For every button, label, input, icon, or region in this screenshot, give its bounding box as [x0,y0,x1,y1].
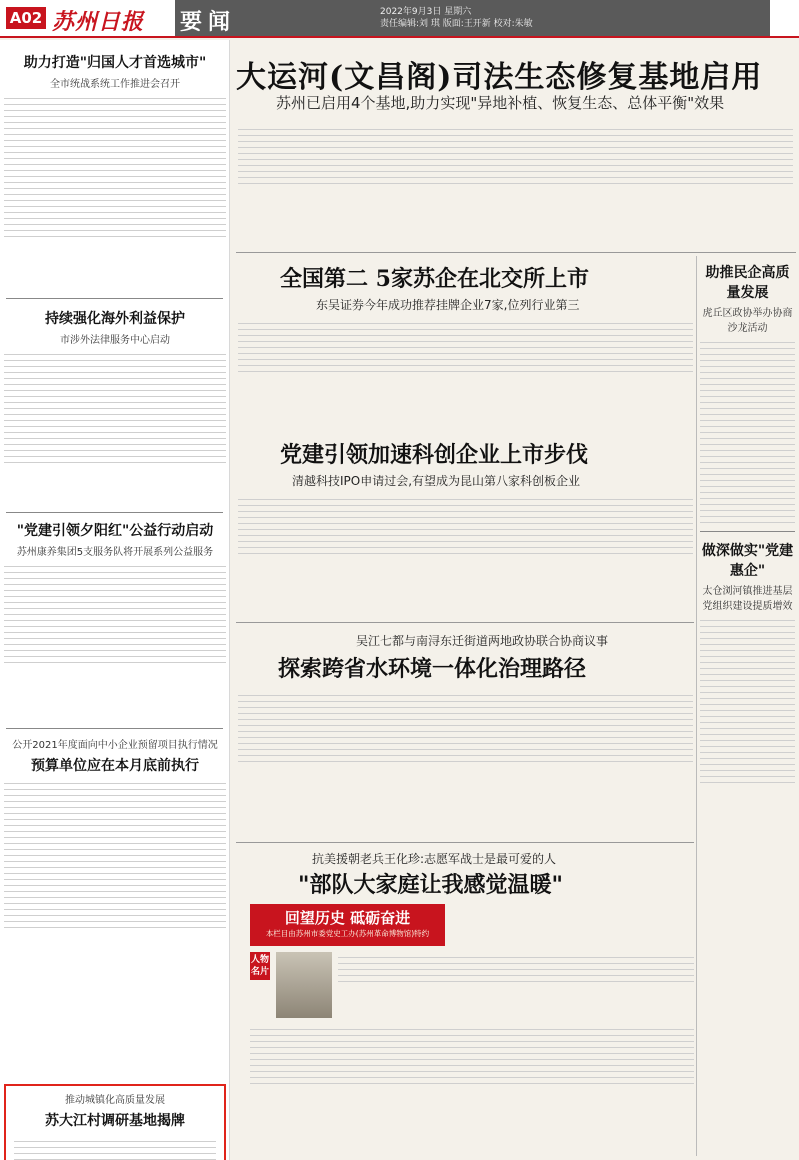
article-kicker: 公开2021年度面向中小企业预留项目执行情况 [12,740,218,751]
article-subtitle: 苏州康养集团5支服务队将开展系列公益服务 [16,547,214,558]
article-overseas[interactable] [4,308,226,468]
article-title: 助力打造"归国人才首选城市" [23,55,207,71]
article-subtitle: 太仓浏河镇推进基层党组织建设提质增效 [702,586,793,612]
history-column-banner [250,904,445,946]
lead-subhead: 苏州已启用4个基地,助力实现"异地补植、恢复生态、总体平衡"效果 [276,94,725,112]
page-number: A02 [6,7,46,29]
article-private-enterprise[interactable] [700,262,795,523]
article-body [4,354,226,463]
right-column [700,262,795,788]
article-subtitle: 市涉外法律服务中心启动 [60,335,170,346]
history-column-sponsor: 本栏目由苏州市委党史工办(苏州革命博物馆)特约 [265,929,430,938]
divider [6,512,223,513]
article-body [700,342,795,523]
editor-line: 责任编辑:刘 琪 版面:王开新 校对:朱敏 [380,19,533,29]
article-budget[interactable] [4,736,226,933]
article-body [700,620,795,783]
divider [236,622,694,623]
ipo-subhead: 清越科技IPO申请过会,有望成为昆山第八家科创板企业 [292,474,581,488]
lead-headline[interactable]: 大运河(文昌阁)司法生态修复基地启用 [236,60,763,95]
divider [6,728,223,729]
article-body [4,566,226,663]
divider [6,298,223,299]
water-headline[interactable]: 探索跨省水环境一体化治理路径 [278,656,587,682]
divider [700,531,795,532]
bse-article-body [238,318,693,428]
history-column-title: 回望历史 砥砺奋进 [284,909,411,927]
divider [236,252,796,253]
lead-article-body [238,124,793,244]
article-title: 苏大江村调研基地揭牌 [45,1113,185,1129]
article-subtitle: 全市统战系统工作推进会召开 [50,79,180,90]
veteran-profile-text [338,952,694,1018]
ipo-headline[interactable]: 党建引领加速科创企业上市步伐 [280,442,589,468]
veteran-kicker: 抗美援朝老兵王化珍:志愿军战士是最可爱的人 [312,852,557,866]
article-title: "党建引领夕阳红"公益行动启动 [16,523,214,539]
article-body [4,783,226,928]
water-article-body [238,690,693,840]
article-subtitle: 虎丘区政协举办协商沙龙活动 [702,308,793,334]
article-title: 预算单位应在本月底前执行 [31,758,199,774]
ipo-article-body [238,494,693,614]
article-title: 做深做实"党建惠企" [701,543,794,579]
article-body [6,1130,224,1160]
divider [236,842,694,843]
featured-article-jiangcun[interactable] [4,1084,226,1160]
article-elderly[interactable] [4,520,226,668]
issue-meta [380,6,533,30]
bse-subhead: 东吴证券今年成功推荐挂牌企业7家,位列行业第三 [316,298,580,312]
article-body [4,98,226,237]
column-divider [696,256,697,1156]
article-talent[interactable] [4,52,226,242]
paper-logo: 苏州日报 [52,9,145,35]
left-column [0,40,230,1160]
masthead [0,0,799,38]
article-title: 持续强化海外利益保护 [45,311,185,327]
veteran-article-body [250,1024,694,1154]
section-title: 要闻 [180,10,237,35]
bse-headline[interactable]: 全国第二 5家苏企在北交所上市 [280,266,589,292]
article-party-building[interactable] [700,540,795,783]
profile-tag: 人物名片 [250,952,270,980]
article-kicker: 推动城镇化高质量发展 [65,1095,165,1106]
veteran-portrait [276,952,332,1018]
veteran-headline[interactable]: "部队大家庭让我感觉温暖" [298,872,563,898]
water-kicker: 吴江七都与南浔东迁街道两地政协联合协商议事 [356,634,609,648]
article-title: 助推民企高质量发展 [705,265,790,301]
issue-date: 2022年9月3日 星期六 [380,7,472,17]
